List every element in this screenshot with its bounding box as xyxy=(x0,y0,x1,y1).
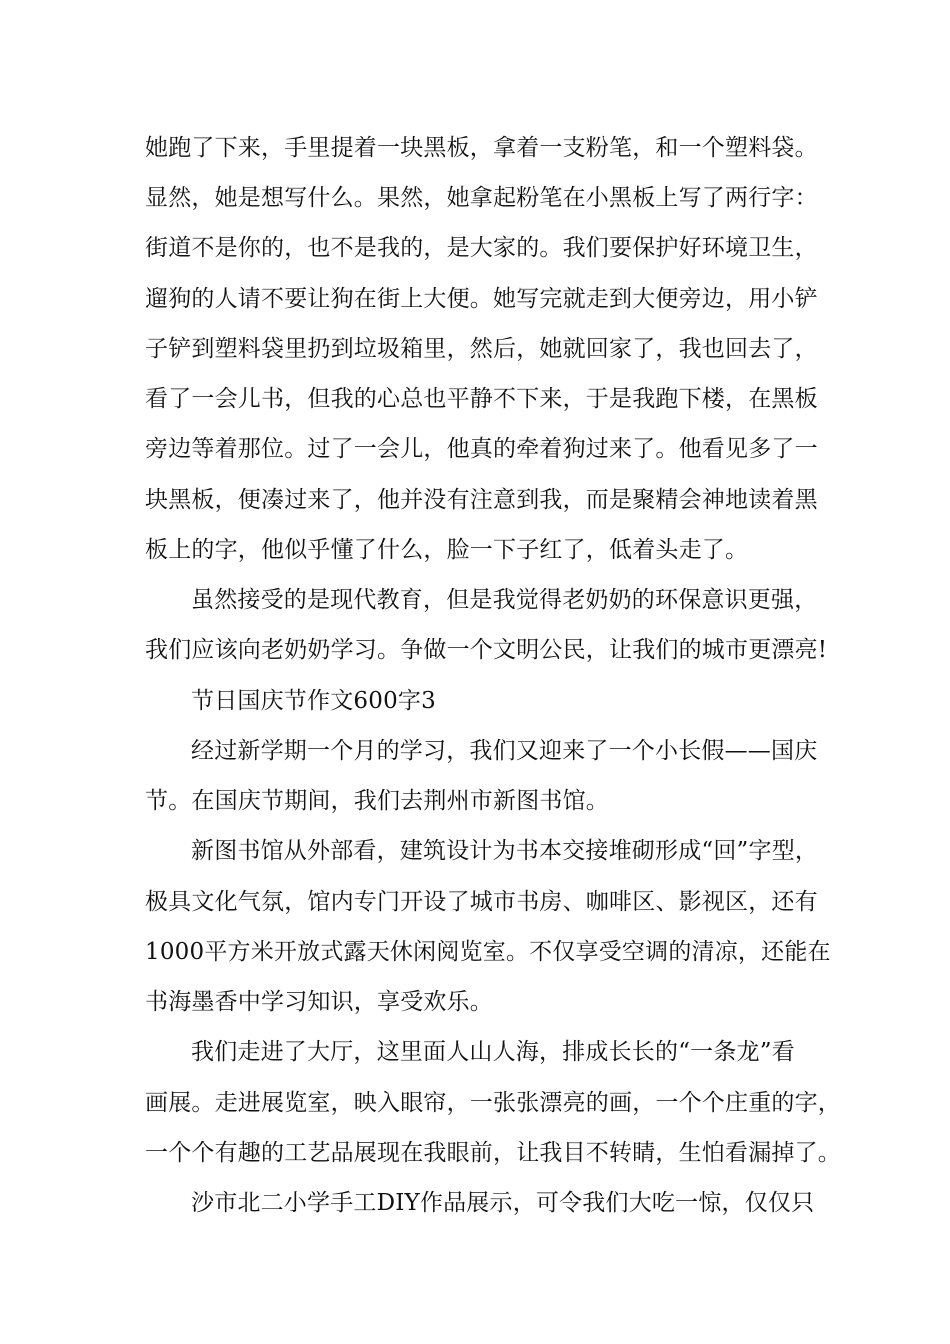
text-line: 沙市北二小学手工DIY作品展示，可令我们大吃一惊，仅仅只 xyxy=(191,1190,815,1216)
text-line: 极具文化气氛，馆内专门开设了城市书房、咖啡区、影视区，还有 xyxy=(145,889,818,915)
text-line: 显然，她是想写什么。果然，她拿起粉笔在小黑板上写了两行字： xyxy=(145,185,818,211)
text-line: 她跑了下来，手里提着一块黑板，拿着一支粉笔，和一个塑料袋。 xyxy=(145,135,818,161)
text-line: 板上的字，他似乎懂了什么，脸一下子红了，低着头走了。 xyxy=(145,537,749,563)
text-line: 块黑板，便凑过来了，他并没有注意到我，而是聚精会神地读着黑 xyxy=(145,487,818,513)
text-line: 1000平方米开放式露天休闲阅览室。不仅享受空调的清凉，还能在 xyxy=(145,939,831,965)
text-line: 街道不是你的，也不是我的，是大家的。我们要保护好环境卫生， xyxy=(145,235,818,261)
text-line: 节。在国庆节期间，我们去荆州市新图书馆。 xyxy=(145,788,609,814)
text-line: 看了一会儿书，但我的心总也平静不下来，于是我跑下楼，在黑板 xyxy=(145,386,818,412)
text-line: 虽然接受的是现代教育，但是我觉得老奶奶的环保意识更强， xyxy=(191,587,818,613)
section-heading: 节日国庆节作文600字3 xyxy=(191,688,436,714)
text-line: 书海墨香中学习知识，享受欢乐。 xyxy=(145,989,493,1015)
text-line: 我们应该向老奶奶学习。争做一个文明公民，让我们的城市更漂亮! xyxy=(145,637,828,663)
text-line: 旁边等着那位。过了一会儿，他真的牵着狗过来了。他看见多了一 xyxy=(145,436,818,462)
text-line: 经过新学期一个月的学习，我们又迎来了一个小长假——国庆 xyxy=(191,738,818,764)
text-line: 画展。走进展览室，映入眼帘，一张张漂亮的画，一个个庄重的字， xyxy=(145,1090,841,1116)
text-line: 新图书馆从外部看，建筑设计为书本交接堆砌形成“回”字型， xyxy=(191,838,819,864)
text-line: 子铲到塑料袋里扔到垃圾箱里，然后，她就回家了，我也回去了， xyxy=(145,336,818,362)
text-line: 我们走进了大厅，这里面人山人海，排成长长的“一条龙”看 xyxy=(191,1039,795,1065)
text-line: 遛狗的人请不要让狗在街上大便。她写完就走到大便旁边，用小铲 xyxy=(145,286,818,312)
text-line: 一个个有趣的工艺品展现在我眼前，让我目不转睛，生怕看漏掉了。 xyxy=(145,1140,841,1166)
